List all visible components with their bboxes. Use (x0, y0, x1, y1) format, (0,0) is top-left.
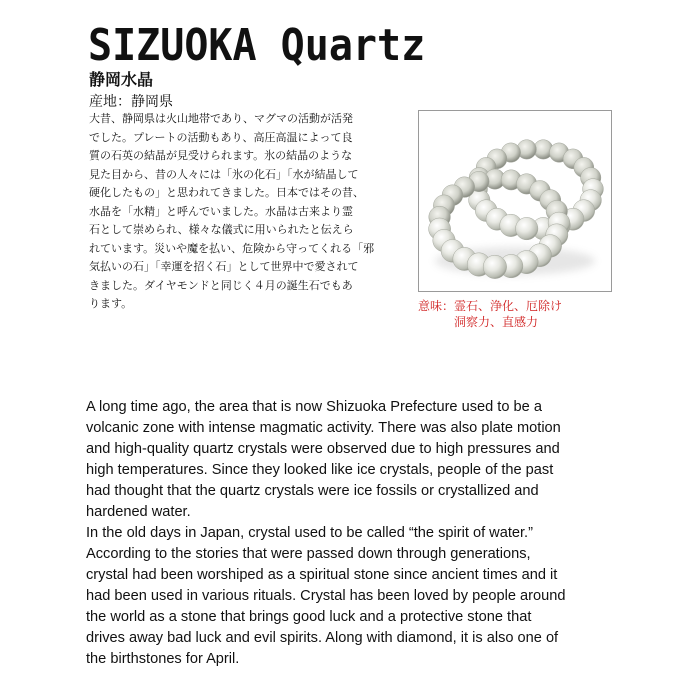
english-description (86, 397, 606, 670)
japanese-description-line: きました。ダイヤモンドと同じく４月の誕生石でもあ (89, 278, 353, 292)
english-description-line: and high-quality quartz crystals were observed due to high pressures and (86, 441, 560, 457)
japanese-description-line: 見た目から、昔の人々には「氷の化石」「水が結晶して (89, 167, 359, 181)
japanese-description-line: 質の石英の結晶が見受けられます。氷の結晶のような (89, 149, 353, 162)
english-description-line: crystal had been worshiped as a spiritual stone since ancient times and it (86, 567, 558, 583)
english-description-line: had been used in various rituals. Crystal has been loved by people around (86, 588, 566, 604)
english-description-line: A long time ago, the area that is now Shizuoka Prefecture used to be a (86, 399, 542, 415)
english-description-line: According to the stories that were passed down through generations, (86, 546, 531, 562)
meaning-label (418, 298, 562, 330)
japanese-description (89, 110, 389, 314)
japanese-description-line: でした。プレートの活動もあり、高圧高温によって良 (89, 130, 353, 144)
bead (516, 217, 538, 239)
bracelet-photo (418, 110, 612, 292)
english-description-line: In the old days in Japan, crystal used to be called “the spirit of water.” (86, 525, 533, 541)
english-description-line: the birthstones for April. (86, 651, 240, 667)
english-description-line: drives away bad luck and evil spirits. Along with diamond, it is also one of (86, 630, 559, 646)
meaning-line-2: 洞察力、直感力 (454, 315, 539, 329)
japanese-description-line: 水晶を「水精」と呼んでいました。水晶は古来より霊 (89, 204, 353, 218)
origin-label: 産地：静岡県 (89, 94, 173, 110)
japanese-description-line: 石として崇められ、様々な儀式に用いられたと伝えら (89, 223, 354, 236)
japanese-description-line: 大昔、静岡県は火山地帯であり、マグマの活動が活発 (89, 112, 353, 125)
japanese-description-line: ります。 (89, 297, 133, 310)
english-description-line: hardened water. (86, 504, 191, 520)
page-title: SIZUOKA Quartz (88, 21, 426, 71)
japanese-description-line: 硬化したもの」と思われてきました。日本ではその昔、 (89, 186, 364, 199)
quartz-bracelet-image (419, 111, 611, 291)
english-description-line: the world as a stone that brings good luck and a protective stone that (86, 609, 532, 625)
english-description-line: high temperatures. Since they looked like ice crystals, people of the past (86, 462, 554, 478)
english-description-line: had thought that the quartz crystals were ice fossils or crystallized and (86, 483, 539, 499)
english-description-line: volcanic zone with intense magmatic activity. There was also plate motion (86, 420, 561, 436)
japanese-description-line: れています。災いや魔を払い、危険から守ってくれる「邪 (89, 241, 375, 255)
meaning-line-1: 意味：霊石、浄化、厄除け (418, 299, 563, 313)
bead (483, 255, 506, 278)
japanese-description-line: 気払いの石」「幸運を招く石」として世界中で愛されて (89, 260, 359, 273)
stone-name-japanese: 静岡水晶 (89, 70, 154, 89)
